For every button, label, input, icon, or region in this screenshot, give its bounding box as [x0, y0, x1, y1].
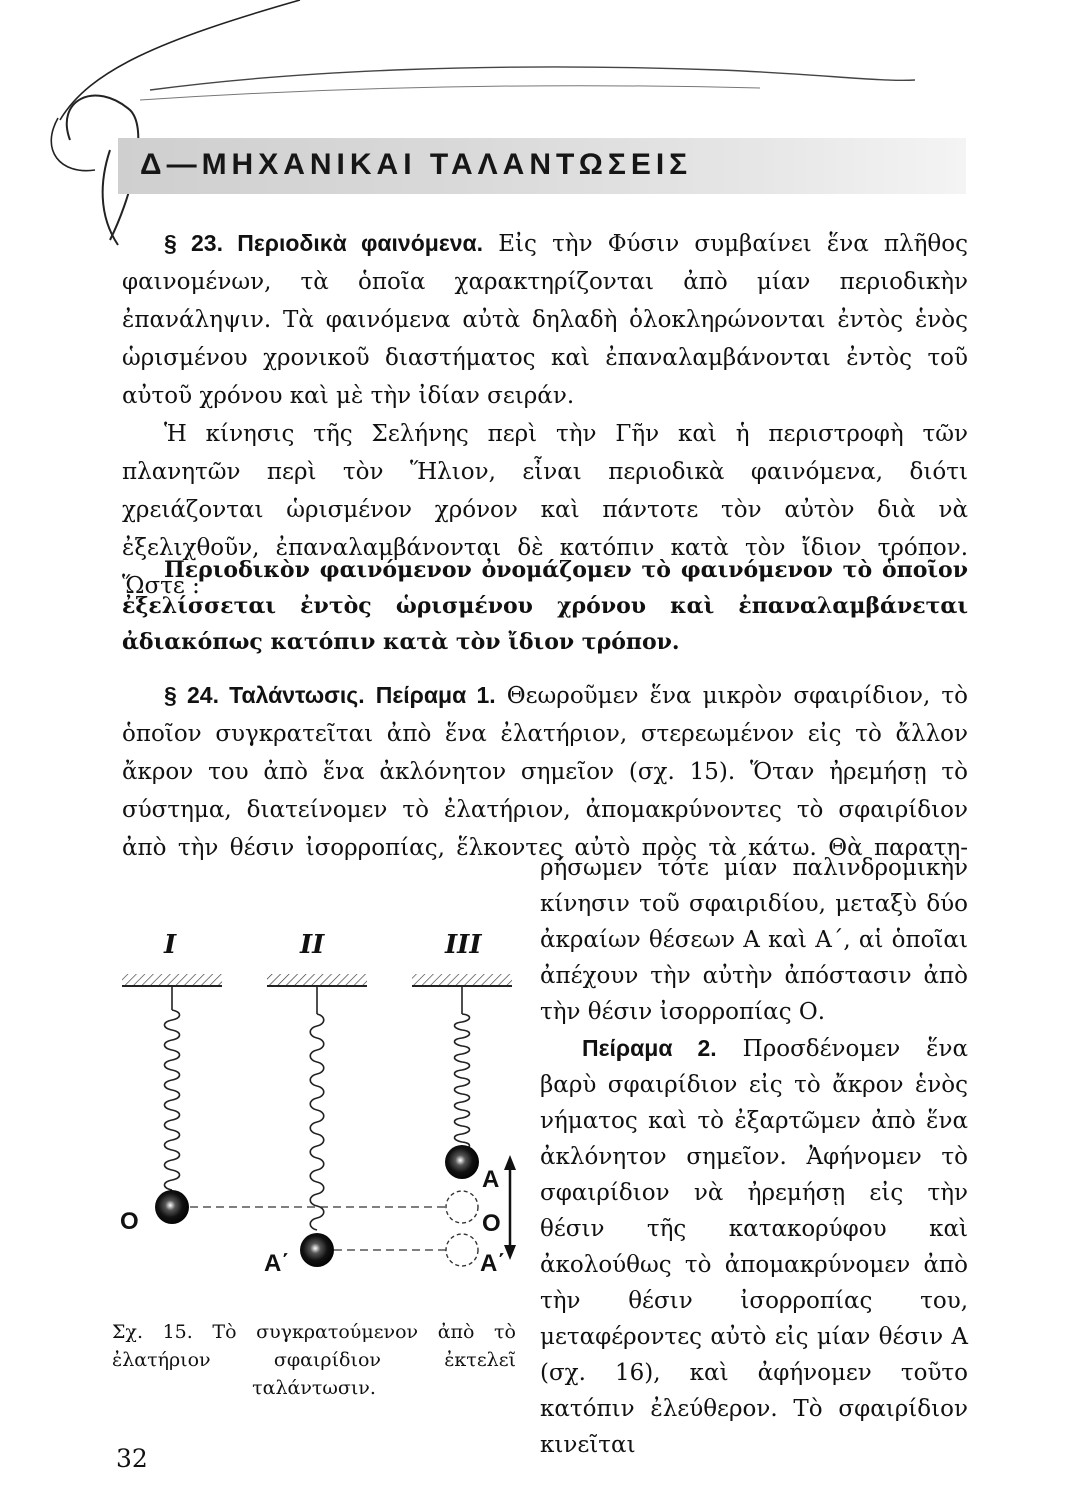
spring-ii: [310, 986, 324, 1230]
figure-caption: Σχ. 15. Τὸ συγκρατούμενον ἀπὸ τὸ ἐλατήριον σφαιρίδιον ἐκτελεῖ ταλάντωσιν.: [112, 1321, 516, 1399]
equilibrium-position-ghost: [446, 1191, 478, 1223]
fixed-support-i: [122, 974, 222, 986]
experiment-2-label: Πείραμα 2.: [582, 1035, 717, 1061]
experiment-1-text: Θεωροῦμεν ἕνα μικρὸν σφαιρίδιον, τὸ ὁποῖον συγκρατεῖται ἀπὸ ἕνα ἐλατήριον, στερεωμένον εἰς τὸ ἄλλον ἄκρον του ἀπὸ ἕνα ἀκλόνητον σημεῖον (σχ. 15). Ὅταν ἠρεμήσῃ τὸ σύστημα, διατείνομεν τὸ ἐλατήριον, ἀπομακρύνοντες τὸ σφαιρίδιον ἀπὸ τὴν θέσιν ἰσορροπίας, ἕλκοντες αὐτὸ πρὸς τὰ κάτω. Θὰ παρατη-: [122, 683, 968, 861]
spring-i: [165, 986, 180, 1192]
spring-diagram: [112, 930, 522, 1300]
experiment-2-text: Προσδένομεν ἕνα βαρὺ σφαιρίδιον εἰς τὸ ἄκρον ἑνὸς νήματος καὶ τὸ ἐξαρτῶμεν ἀπὸ ἕνα ἀκλόνητον σημεῖον. Ἀφήνομεν τὸ σφαιρίδιον νὰ ἠρεμήσῃ εἰς τὴν θέσιν τῆς κατακορύφου καὶ ἀκολούθως τὸ ἀπομακρύνομεν ἀπὸ τὴν θέσιν ἰσορροπίας του, μεταφέροντες αὐτὸ εἰς μίαν θέσιν Α (σχ. 16), καὶ ἀφήνομεν τοῦτο κατόπιν ἐλεύθερον. Τὸ σφαιρίδιον κινεῖται: [540, 1036, 968, 1458]
fixed-support-ii: [267, 974, 367, 986]
point-label-a-prime: Α΄: [264, 1250, 290, 1277]
figure-label-i: I: [164, 930, 177, 960]
experiment-1-paragraph: [122, 676, 968, 867]
ball-ii: [300, 1233, 334, 1267]
section-23-text: Εἰς τὴν Φύσιν συμβαίνει ἕνα πλῆθος φαινομένων, τὰ ὁποῖα χαρακτηρίζονται ἀπὸ μίαν περιοδικὴν ἐπανάληψιν. Τὰ φαινόμενα αὐτὰ δηλαδὴ ὁλοκληρώνονται ἐντὸς ἑνὸς ὡρισμένου χρονικοῦ διαστήματος καὶ ἐπαναλαμβάνονται ἐντὸς τοῦ αὐτοῦ χρόνου καὶ μὲ τὴν ἰδίαν σειράν.: [122, 231, 968, 409]
figure-label-iii: III: [445, 930, 482, 960]
figure-label-ii: II: [300, 930, 325, 960]
definition-periodic-phenomenon: Περιοδικὸν φαινόμενον ὀνομάζομεν τὸ φαινόμενον τὸ ὁποῖον ἐξελίσσεται ἐντὸς ὡρισμένου χρόνου καὶ ἐπαναλαμβάνεται ἀδιακόπως κατόπιν κατὰ τὸν ἴδιον τρόπον.: [122, 557, 968, 655]
amplitude-arrow: [504, 1155, 516, 1260]
point-label-o: O: [120, 1208, 139, 1235]
point-label-o-right: Ο: [482, 1210, 501, 1237]
lower-position-ghost: [446, 1234, 478, 1266]
section-24: [122, 676, 968, 867]
experiment-1-continuation: ρήσωμεν τότε μίαν παλινδρομικὴν κίνησιν τοῦ σφαιριδίου, μεταξὺ δύο ἀκραίων θέσεων Α καὶ Α΄, αἱ ὁποῖαι ἀπέχουν τὴν αὐτὴν ἀπόστασιν ἀπὸ τὴν θέσιν ἰσορροπίας Ο.: [540, 855, 968, 1025]
ball-i: [155, 1190, 189, 1224]
handwritten-annotation: [0, 0, 1084, 260]
section-23-heading: § 23. Περιοδικὰ φαινόμενα.: [164, 230, 484, 256]
section-23-paragraph-1: [122, 224, 968, 415]
ball-iii: [445, 1145, 479, 1179]
page-number: 32: [116, 1444, 148, 1473]
figure-15: [112, 930, 522, 1304]
section-24-heading: § 24. Ταλάντωσις.: [164, 682, 365, 708]
spring-iii: [455, 986, 470, 1158]
experiment-2-paragraph: [540, 1030, 968, 1463]
section-23: [122, 224, 968, 605]
experiment-1-label: Πείραμα 1.: [375, 682, 496, 708]
chapter-title: Δ—ΜΗΧΑΝΙΚΑΙ ΤΑΛΑΝΤΩΣΕΙΣ: [140, 148, 693, 181]
section-23-paragraph-2: Ἡ κίνησις τῆς Σελήνης περὶ τὴν Γῆν καὶ ἡ περιστροφὴ τῶν πλανητῶν περὶ τὸν Ἥλιον, εἶναι περιοδικὰ φαινόμενα, διότι χρειάζονται ὡρισμένον χρόνον καὶ πάντοτε τὸν αὐτὸν διὰ νὰ ἐξελιχθοῦν, ἐπαναλαμβάνονται δὲ κατόπιν κατὰ τὸν ἴδιον τρόπον. Ὥστε :: [122, 421, 968, 599]
point-label-a: Α: [482, 1166, 500, 1193]
fixed-support-iii: [412, 974, 512, 986]
point-label-a-prime-right: Α΄: [480, 1250, 506, 1277]
right-column: [540, 850, 968, 1463]
